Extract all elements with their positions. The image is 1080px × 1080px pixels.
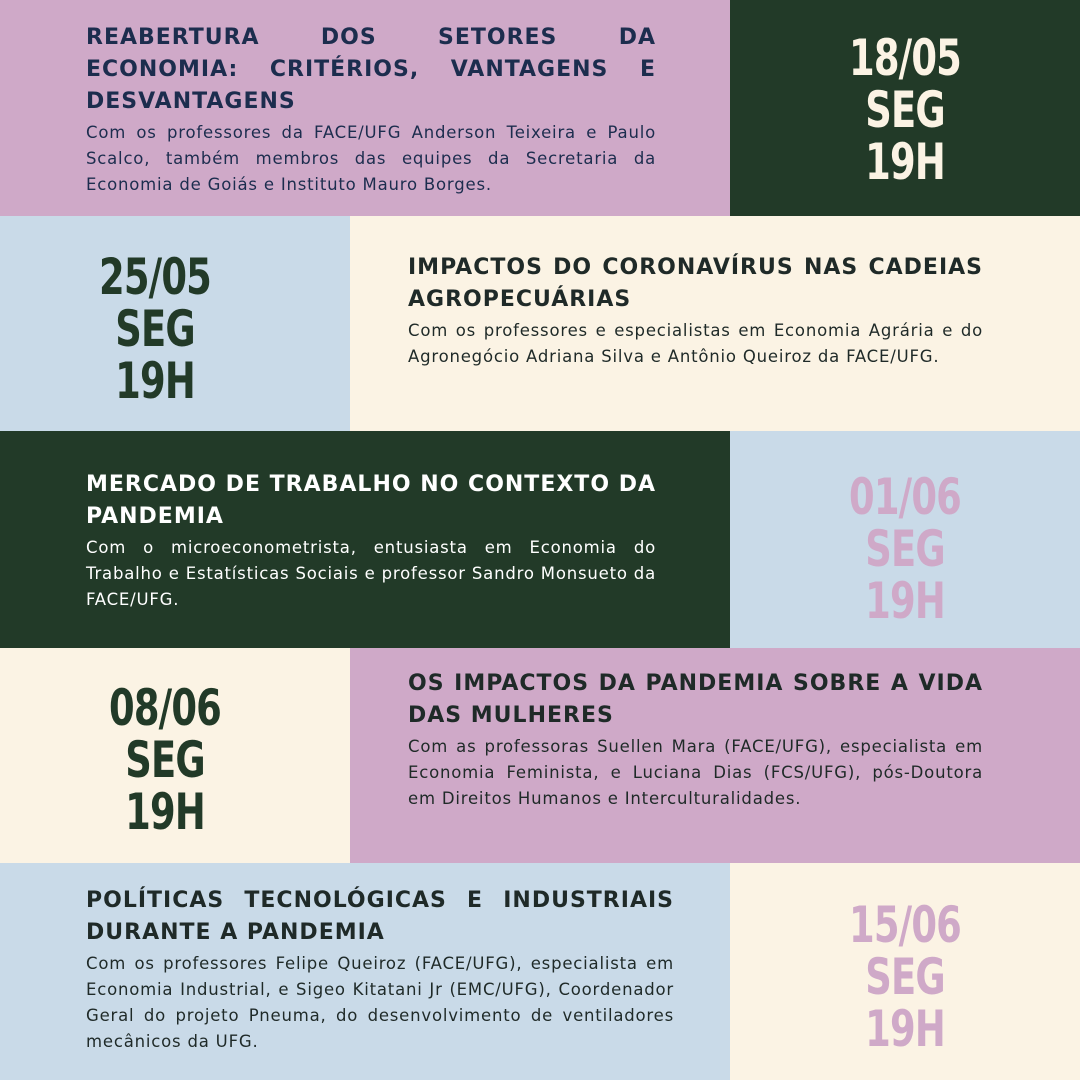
event-row-2	[0, 216, 1080, 431]
event-1-title: REABERTURA DOS SETORES DA ECONOMIA: CRITÉRIOS, VANTAGENS E DESVANTAGENS	[86, 25, 656, 114]
event-2-date-panel	[0, 216, 350, 431]
event-1-schedule	[762, 29, 1049, 191]
event-4-time: 19H	[125, 783, 205, 841]
event-5-date-panel	[730, 863, 1080, 1080]
event-3-weekday: SEG	[865, 520, 945, 578]
event-3-info-panel	[0, 431, 730, 648]
event-5-title: POLÍTICAS TECNOLÓGICAS E INDUSTRIAIS DURANTE A PANDEMIA	[86, 888, 674, 945]
event-4-date: 08/06	[108, 679, 222, 737]
event-row-1	[0, 0, 1080, 216]
event-4-date-panel	[0, 648, 350, 863]
event-4-schedule	[22, 679, 309, 841]
event-2-time: 19H	[115, 352, 195, 410]
event-row-5	[0, 863, 1080, 1080]
event-2-date: 25/05	[98, 248, 212, 306]
event-1-info-panel	[0, 0, 730, 216]
event-1-description: Com os professores da FACE/UFG Anderson Teixeira e Paulo Scalco, também membros das equipes da Secretaria da Economia de Goiás e Instituto Mauro Borges.	[86, 123, 656, 194]
event-2-weekday: SEG	[115, 300, 195, 358]
event-1-time: 19H	[865, 133, 945, 191]
event-3-schedule	[762, 468, 1049, 630]
event-3-title: MERCADO DE TRABALHO NO CONTEXTO DA PANDEMIA	[86, 472, 656, 529]
event-5-date: 15/06	[848, 896, 962, 954]
event-2-title: IMPACTOS DO CORONAVÍRUS NAS CADEIAS AGROPECUÁRIAS	[408, 255, 983, 312]
event-3-time: 19H	[865, 572, 945, 630]
event-row-3	[0, 431, 1080, 648]
event-4-description: Com as professoras Suellen Mara (FACE/UFG), especialista em Economia Feminista, e Luciana Dias (FCS/UFG), pós-Doutora em Direitos Humanos e Interculturalidades.	[408, 737, 983, 808]
event-row-4	[0, 648, 1080, 863]
event-4-info-panel	[350, 648, 1080, 863]
event-5-info-panel	[0, 863, 730, 1080]
event-3-date: 01/06	[848, 468, 962, 526]
event-1-weekday: SEG	[865, 81, 945, 139]
event-5-schedule	[762, 896, 1049, 1058]
event-5-description: Com os professores Felipe Queiroz (FACE/UFG), especialista em Economia Industrial, e Sigeo Kitatani Jr (EMC/UFG), Coordenador Geral do projeto Pneuma, do desenvolvimento de ventiladores mecânicos da UFG.	[86, 954, 674, 1051]
event-3-description: Com o microeconometrista, entusiasta em Economia do Trabalho e Estatísticas Sociais e professor Sandro Monsueto da FACE/UFG.	[86, 538, 656, 609]
event-1-date: 18/05	[848, 29, 962, 87]
event-4-title: OS IMPACTOS DA PANDEMIA SOBRE A VIDA DAS MULHERES	[408, 671, 983, 728]
event-2-info-panel	[350, 216, 1080, 431]
event-3-date-panel	[730, 431, 1080, 648]
event-5-time: 19H	[865, 1000, 945, 1058]
event-4-weekday: SEG	[125, 731, 205, 789]
event-2-description: Com os professores e especialistas em Economia Agrária e do Agronegócio Adriana Silva e Antônio Queiroz da FACE/UFG.	[408, 321, 983, 366]
event-2-schedule	[12, 248, 299, 410]
event-1-date-panel	[730, 0, 1080, 216]
event-5-weekday: SEG	[865, 948, 945, 1006]
